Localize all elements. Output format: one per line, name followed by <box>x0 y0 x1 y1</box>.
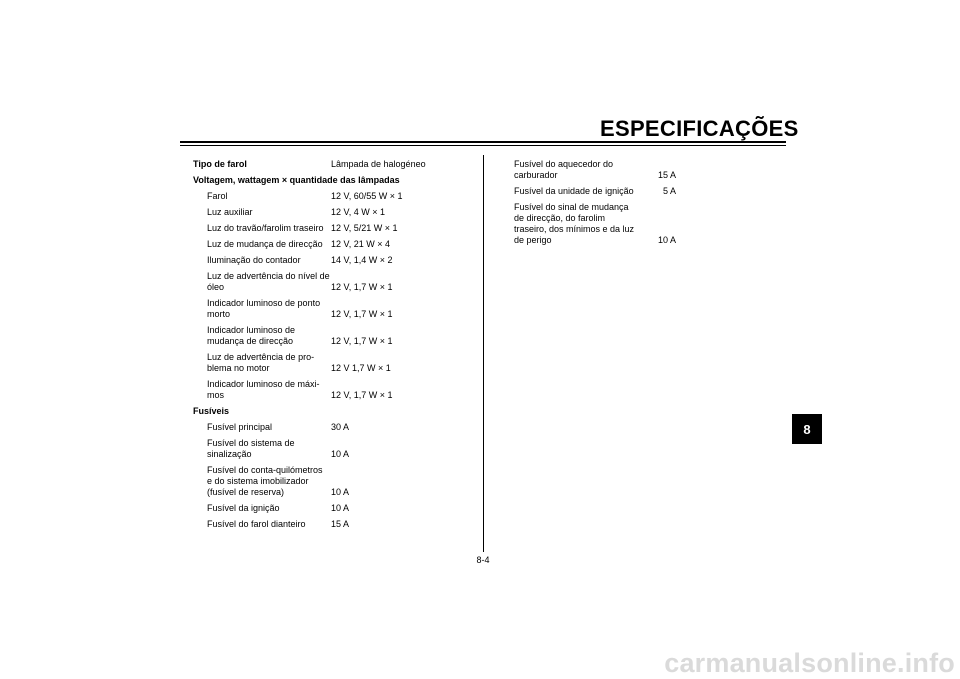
header-rule-thin <box>180 145 786 146</box>
fuse-row-ignition <box>193 503 483 514</box>
spec-value: 30 A <box>331 422 350 432</box>
chapter-tab: 8 <box>792 414 822 444</box>
head-type-row <box>193 159 483 170</box>
bulb-row-headlight <box>193 191 483 202</box>
spec-label: Fusível do aquecedor do carburador <box>514 159 614 180</box>
bulb-row-oil-warning <box>193 271 483 293</box>
spec-label: Indicador luminoso de ponto morto <box>207 298 321 319</box>
fuse-row-signal-hazard <box>514 202 676 246</box>
bulb-row-neutral-indicator <box>193 298 483 320</box>
watermark: carmanualsonline.info <box>664 648 955 678</box>
header-rule-thick <box>180 141 786 143</box>
fuse-row-main <box>193 422 483 433</box>
spec-label: Luz do travão/farolim traseiro <box>207 223 324 233</box>
spec-value: 12 V 1,7 W × 1 <box>331 363 391 373</box>
bulb-row-brake-tail <box>193 223 483 234</box>
bulbs-heading-row <box>193 175 483 186</box>
fuse-row-carburetor-heater <box>514 159 676 181</box>
spec-label: Fusível do sinal de mudança de direcção, do farolim traseiro, dos mínimos e da luz de perigo <box>514 202 635 245</box>
fuse-row-headlight <box>193 519 483 530</box>
page-number: 8-4 <box>476 555 490 565</box>
spec-value: 12 V, 1,7 W × 1 <box>331 309 393 319</box>
spec-label: Fusível da ignição <box>207 503 280 513</box>
spec-value: 12 V, 21 W × 4 <box>331 239 390 249</box>
spec-value: 15 A <box>657 170 676 180</box>
spec-value: 12 V, 4 W × 1 <box>331 207 385 217</box>
spec-value: 10 A <box>331 487 350 497</box>
bulb-row-auxiliary <box>193 207 483 218</box>
spec-value: 10 A <box>657 235 676 245</box>
spec-label: Fusível do sistema de sinalização <box>207 438 295 459</box>
right-column <box>514 159 676 246</box>
spec-value: 5 A <box>662 186 676 196</box>
spec-value: 12 V, 1,7 W × 1 <box>331 336 393 346</box>
fuses-heading-row <box>193 406 483 417</box>
bulb-row-turn-indicator <box>193 325 483 347</box>
spec-value: 12 V, 1,7 W × 1 <box>331 390 393 400</box>
spec-value: 12 V, 60/55 W × 1 <box>331 191 403 201</box>
spec-value: 10 A <box>331 449 350 459</box>
left-column <box>193 159 483 530</box>
spec-value: 14 V, 1,4 W × 2 <box>331 255 393 265</box>
bulb-row-high-beam-indicator <box>193 379 483 401</box>
spec-label: Iluminação do contador <box>207 255 301 265</box>
head-type-label: Tipo de farol <box>193 159 247 169</box>
fuse-row-odometer-immobilizer <box>193 465 483 498</box>
spec-label: Luz de advertência do nível de óleo <box>207 271 330 292</box>
spec-label: Farol <box>207 191 228 201</box>
bulb-row-turn-signal <box>193 239 483 250</box>
page-title: ESPECIFICAÇÕES <box>600 116 799 141</box>
fuse-row-signaling <box>193 438 483 460</box>
spec-label: Luz de advertência de pro- blema no motor <box>207 352 315 373</box>
bulb-row-engine-warning <box>193 352 483 374</box>
spec-value: 15 A <box>331 519 350 529</box>
fuses-heading: Fusíveis <box>193 406 230 416</box>
column-divider <box>483 155 484 552</box>
spec-value: 12 V, 1,7 W × 1 <box>331 282 393 292</box>
spec-value: 12 V, 5/21 W × 1 <box>331 223 398 233</box>
spec-label: Indicador luminoso de máxi- mos <box>207 379 320 400</box>
spec-value: 10 A <box>331 503 350 513</box>
spec-label: Fusível do conta-quilómetros e do sistema imobilizador (fusível de reserva) <box>207 465 323 497</box>
head-type-value: Lâmpada de halogéneo <box>331 159 426 169</box>
bulbs-heading: Voltagem, wattagem × quantidade das lâmpadas <box>193 175 400 185</box>
fuse-row-ignition-unit <box>514 186 676 197</box>
spec-label: Luz auxiliar <box>207 207 253 217</box>
bulb-row-meter-light <box>193 255 483 266</box>
spec-label: Luz de mudança de direcção <box>207 239 323 249</box>
spec-label: Indicador luminoso de mudança de direcção <box>207 325 296 346</box>
spec-label: Fusível do farol dianteiro <box>207 519 306 529</box>
spec-label: Fusível da unidade de ignição <box>514 186 634 196</box>
spec-label: Fusível principal <box>207 422 273 432</box>
